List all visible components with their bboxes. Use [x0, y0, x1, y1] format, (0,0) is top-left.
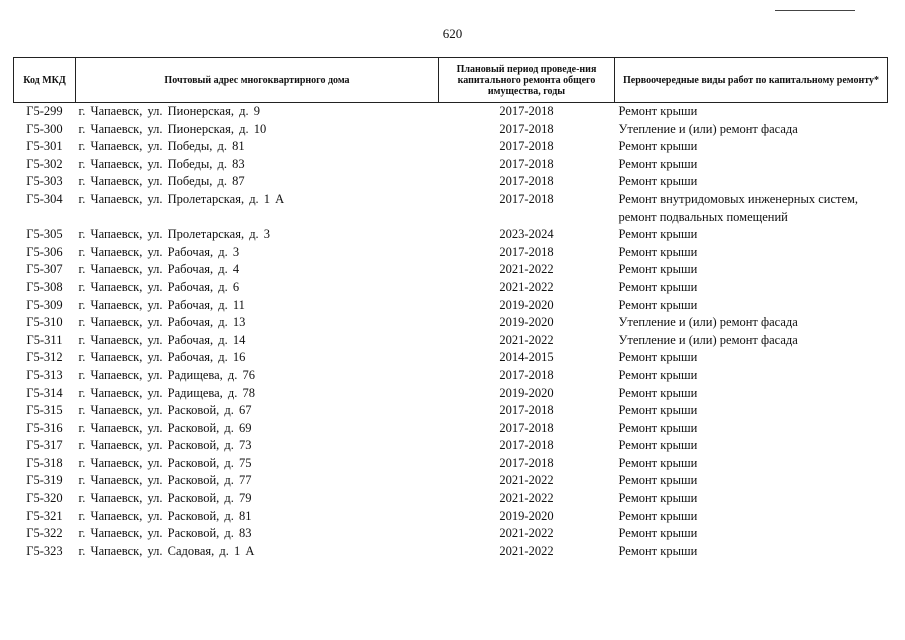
row-period: 2017-2018: [499, 191, 554, 206]
row-address: г. Чапаевск, ул. Расковой, д. 81: [78, 508, 252, 523]
row-address: г. Чапаевск, ул. Рабочая, д. 6: [78, 279, 240, 294]
row-address: г. Чапаевск, ул. Рабочая, д. 4: [78, 262, 240, 277]
row-code: Г5-311: [26, 332, 63, 347]
table-row: [14, 261, 888, 279]
row-code: Г5-303: [26, 174, 63, 189]
row-period: 2021-2022: [499, 491, 554, 506]
row-code: Г5-310: [26, 315, 63, 330]
row-code: Г5-304: [26, 191, 63, 206]
row-works: Ремонт внутридомовых инженерных систем, ремонт подвальных помещений: [618, 191, 859, 224]
row-period: 2017-2018: [499, 367, 554, 382]
table-row: [14, 173, 888, 191]
row-period: 2017-2018: [499, 156, 554, 171]
row-period: 2017-2018: [499, 121, 554, 136]
row-code: Г5-318: [26, 455, 63, 470]
row-code: Г5-317: [26, 438, 63, 453]
row-period: 2017-2018: [499, 420, 554, 435]
row-address: г. Чапаевск, ул. Победы, д. 83: [78, 156, 245, 171]
table-row: [14, 191, 888, 226]
row-address: г. Чапаевск, ул. Пионерская, д. 9: [78, 104, 260, 118]
row-period: 2017-2018: [499, 139, 554, 154]
header-period: Плановый период проведе-ния капитального ремонта общего имущества, годы: [439, 58, 615, 103]
row-code: Г5-299: [26, 104, 63, 118]
row-works: Утепление и (или) ремонт фасада: [618, 332, 798, 347]
top-rule: [775, 10, 855, 11]
row-works: Ремонт крыши: [618, 297, 698, 312]
row-code: Г5-302: [26, 156, 63, 171]
row-works: Ремонт крыши: [618, 174, 698, 189]
table-row: [14, 332, 888, 350]
repair-schedule-table: [13, 57, 888, 560]
row-address: г. Чапаевск, ул. Пролетарская, д. 3: [78, 227, 271, 242]
row-address: г. Чапаевск, ул. Победы, д. 81: [78, 139, 245, 154]
row-period: 2021-2022: [499, 279, 554, 294]
table-row: [14, 490, 888, 508]
table-row: [14, 437, 888, 455]
row-code: Г5-301: [26, 139, 63, 154]
table-row: [14, 279, 888, 297]
table-row: [14, 543, 888, 561]
table-row: [14, 455, 888, 473]
row-code: Г5-320: [26, 491, 63, 506]
table-row: [14, 244, 888, 262]
table-row: [14, 103, 888, 121]
row-works: Ремонт крыши: [618, 508, 698, 523]
row-period: 2014-2015: [499, 350, 554, 365]
row-code: Г5-300: [26, 121, 63, 136]
table-row: [14, 349, 888, 367]
header-works: Первоочередные виды работ по капитальному ремонту*: [615, 58, 888, 103]
row-code: Г5-319: [26, 473, 63, 488]
row-works: Ремонт крыши: [618, 473, 698, 488]
table-row: [14, 402, 888, 420]
table-row: [14, 385, 888, 403]
row-period: 2021-2022: [499, 473, 554, 488]
row-code: Г5-315: [26, 403, 63, 418]
row-code: Г5-312: [26, 350, 63, 365]
row-works: Ремонт крыши: [618, 403, 698, 418]
row-works: Ремонт крыши: [618, 279, 698, 294]
header-code: Код МКД: [14, 58, 76, 103]
row-address: г. Чапаевск, ул. Садовая, д. 1 А: [78, 543, 255, 558]
row-period: 2017-2018: [499, 174, 554, 189]
table-row: [14, 297, 888, 315]
row-period: 2023-2024: [499, 227, 554, 242]
row-works: Ремонт крыши: [618, 156, 698, 171]
row-code: Г5-316: [26, 420, 63, 435]
row-address: г. Чапаевск, ул. Радищева, д. 78: [78, 385, 256, 400]
row-period: 2017-2018: [499, 455, 554, 470]
row-address: г. Чапаевск, ул. Расковой, д. 83: [78, 526, 252, 541]
row-works: Ремонт крыши: [618, 385, 698, 400]
row-address: г. Чапаевск, ул. Пролетарская, д. 1 А: [78, 191, 285, 206]
row-code: Г5-313: [26, 367, 63, 382]
table-row: [14, 420, 888, 438]
row-code: Г5-308: [26, 279, 63, 294]
row-code: Г5-321: [26, 508, 63, 523]
row-address: г. Чапаевск, ул. Расковой, д. 75: [78, 455, 252, 470]
row-period: 2017-2018: [499, 244, 554, 259]
table-row: [14, 472, 888, 490]
table-row: [14, 367, 888, 385]
row-code: Г5-322: [26, 526, 63, 541]
row-works: Ремонт крыши: [618, 455, 698, 470]
row-period: 2017-2018: [499, 104, 554, 118]
row-code: Г5-307: [26, 262, 63, 277]
row-period: 2019-2020: [499, 297, 554, 312]
row-period: 2019-2020: [499, 315, 554, 330]
row-address: г. Чапаевск, ул. Расковой, д. 77: [78, 473, 252, 488]
row-address: г. Чапаевск, ул. Радищева, д. 76: [78, 367, 256, 382]
row-works: Ремонт крыши: [618, 139, 698, 154]
row-period: 2021-2022: [499, 543, 554, 558]
row-works: Утепление и (или) ремонт фасада: [618, 121, 798, 136]
row-period: 2021-2022: [499, 262, 554, 277]
table-row: [14, 314, 888, 332]
row-works: Ремонт крыши: [618, 350, 698, 365]
header-address: Почтовый адрес многоквартирного дома: [76, 58, 439, 103]
row-works: Ремонт крыши: [618, 244, 698, 259]
row-address: г. Чапаевск, ул. Рабочая, д. 11: [78, 297, 245, 312]
row-period: 2021-2022: [499, 332, 554, 347]
table-row: [14, 525, 888, 543]
row-code: Г5-306: [26, 244, 63, 259]
row-works: Ремонт крыши: [618, 420, 698, 435]
row-works: Ремонт крыши: [618, 526, 698, 541]
row-address: г. Чапаевск, ул. Расковой, д. 69: [78, 420, 252, 435]
table-header: [14, 58, 888, 103]
row-period: 2019-2020: [499, 385, 554, 400]
row-code: Г5-305: [26, 227, 63, 242]
row-works: Ремонт крыши: [618, 438, 698, 453]
row-works: Ремонт крыши: [618, 262, 698, 277]
table-row: [14, 508, 888, 526]
row-address: г. Чапаевск, ул. Рабочая, д. 16: [78, 350, 246, 365]
row-code: Г5-323: [26, 543, 63, 558]
row-address: г. Чапаевск, ул. Расковой, д. 79: [78, 491, 252, 506]
row-period: 2019-2020: [499, 508, 554, 523]
row-period: 2017-2018: [499, 438, 554, 453]
row-works: Ремонт крыши: [618, 543, 698, 558]
table-row: [14, 121, 888, 139]
row-period: 2021-2022: [499, 526, 554, 541]
row-works: Ремонт крыши: [618, 491, 698, 506]
row-works: Утепление и (или) ремонт фасада: [618, 315, 798, 330]
page-number: 620: [442, 26, 463, 41]
row-address: г. Чапаевск, ул. Расковой, д. 73: [78, 438, 252, 453]
row-address: г. Чапаевск, ул. Пионерская, д. 10: [78, 121, 267, 136]
row-address: г. Чапаевск, ул. Рабочая, д. 14: [78, 332, 246, 347]
table-row: [14, 156, 888, 174]
row-address: г. Чапаевск, ул. Рабочая, д. 13: [78, 315, 246, 330]
table-row: [14, 138, 888, 156]
table-row: [14, 226, 888, 244]
row-address: г. Чапаевск, ул. Рабочая, д. 3: [78, 244, 240, 259]
row-address: г. Чапаевск, ул. Расковой, д. 67: [78, 403, 252, 418]
row-works: Ремонт крыши: [618, 104, 698, 118]
row-works: Ремонт крыши: [618, 227, 698, 242]
row-code: Г5-314: [26, 385, 63, 400]
row-code: Г5-309: [26, 297, 63, 312]
row-address: г. Чапаевск, ул. Победы, д. 87: [78, 174, 245, 189]
table-body: [14, 103, 888, 561]
row-period: 2017-2018: [499, 403, 554, 418]
row-works: Ремонт крыши: [618, 367, 698, 382]
